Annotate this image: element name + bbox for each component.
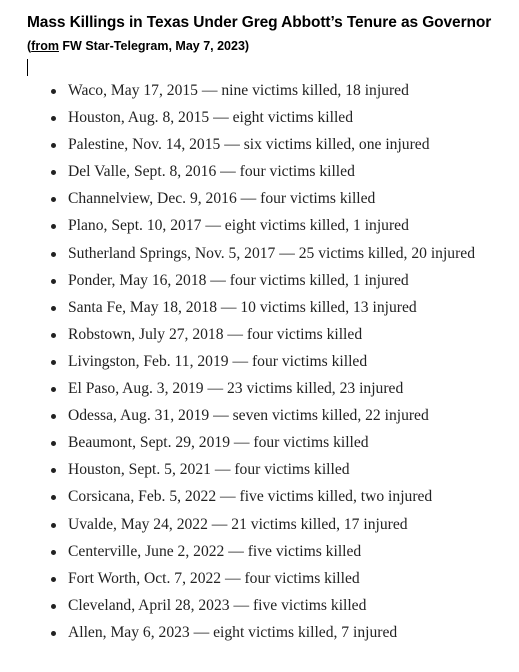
list-item [0, 485, 519, 512]
list-item [0, 513, 519, 540]
bullet-icon [51, 306, 56, 311]
bullet-icon [51, 577, 56, 582]
bullet-icon [51, 224, 56, 229]
source-open-paren: ( [27, 39, 32, 53]
source-link[interactable]: from [31, 39, 59, 53]
list-item-text: Odessa, Aug. 31, 2019 — seven victims killed, 22 injured [68, 407, 429, 425]
list-item [0, 377, 519, 404]
list-item [0, 296, 519, 323]
list-item [0, 621, 519, 648]
bullet-icon [51, 170, 56, 175]
bullet-icon [51, 116, 56, 121]
list-item [0, 106, 519, 133]
list-item-text: Houston, Aug. 8, 2015 — eight victims killed [68, 109, 354, 127]
list-item [0, 79, 519, 106]
bullet-icon [51, 468, 56, 473]
list-item-text: Ponder, May 16, 2018 — four victims killed, 1 injured [68, 271, 409, 289]
list-item [0, 214, 519, 241]
list-item-text: Santa Fe, May 18, 2018 — 10 victims killed, 13 injured [68, 298, 417, 316]
list-item-text: Centerville, June 2, 2022 — five victims killed [68, 542, 362, 560]
list-item [0, 431, 519, 458]
bullet-icon [51, 523, 56, 528]
list-item-text: Waco, May 17, 2015 — nine victims killed, 18 injured [68, 82, 409, 99]
list-item [0, 567, 519, 594]
list-item [0, 269, 519, 296]
list-item [0, 594, 519, 621]
bullet-icon [51, 441, 56, 446]
bullet-icon [51, 333, 56, 338]
document-title: Mass Killings in Texas Under Greg Abbott’s Tenure as Governor [27, 14, 492, 31]
incident-list [0, 79, 519, 648]
bullet-icon [51, 279, 56, 284]
list-item [0, 350, 519, 377]
bullet-icon [51, 550, 56, 555]
source-line [27, 39, 249, 53]
bullet-icon [51, 143, 56, 148]
bullet-icon [51, 414, 56, 419]
list-item-text: Beaumont, Sept. 29, 2019 — four victims killed [68, 434, 369, 452]
bullet-icon [51, 631, 56, 636]
bullet-icon [51, 89, 56, 94]
list-item-text: Corsicana, Feb. 5, 2022 — five victims killed, two injured [68, 488, 433, 506]
list-item-text: Plano, Sept. 10, 2017 — eight victims killed, 1 injured [68, 217, 409, 235]
list-item-text: Robstown, July 27, 2018 — four victims killed [68, 325, 363, 343]
text-cursor [27, 59, 28, 76]
list-item-text: Allen, May 6, 2023 — eight victims killed, 7 injured [68, 623, 398, 641]
list-item-text: Del Valle, Sept. 8, 2016 — four victims killed [68, 163, 355, 181]
list-item-text: Fort Worth, Oct. 7, 2022 — four victims killed [68, 569, 360, 587]
bullet-icon [51, 197, 56, 202]
list-item [0, 458, 519, 485]
bullet-icon [51, 360, 56, 365]
list-item-text: Houston, Sept. 5, 2021 — four victims killed [68, 461, 350, 479]
list-item [0, 133, 519, 160]
bullet-icon [51, 252, 56, 257]
list-item-text: El Paso, Aug. 3, 2019 — 23 victims killed, 23 injured [68, 380, 404, 398]
list-item-text: Uvalde, May 24, 2022 — 21 victims killed, 17 injured [68, 515, 408, 533]
list-item [0, 160, 519, 187]
list-item [0, 187, 519, 214]
bullet-icon [51, 604, 56, 609]
list-item-text: Channelview, Dec. 9, 2016 — four victims killed [68, 190, 376, 208]
bullet-icon [51, 495, 56, 500]
list-item [0, 242, 519, 269]
list-item-text: Livingston, Feb. 11, 2019 — four victims killed [68, 352, 368, 370]
list-item-text: Cleveland, April 28, 2023 — five victims killed [68, 596, 367, 614]
list-item [0, 404, 519, 431]
source-citation: FW Star-Telegram, May 7, 2023) [58, 39, 250, 53]
list-item-text: Palestine, Nov. 14, 2015 — six victims killed, one injured [68, 136, 430, 154]
list-item [0, 540, 519, 567]
list-item-text: Sutherland Springs, Nov. 5, 2017 — 25 victims killed, 20 injured [68, 244, 475, 262]
bullet-icon [51, 387, 56, 392]
list-item [0, 323, 519, 350]
